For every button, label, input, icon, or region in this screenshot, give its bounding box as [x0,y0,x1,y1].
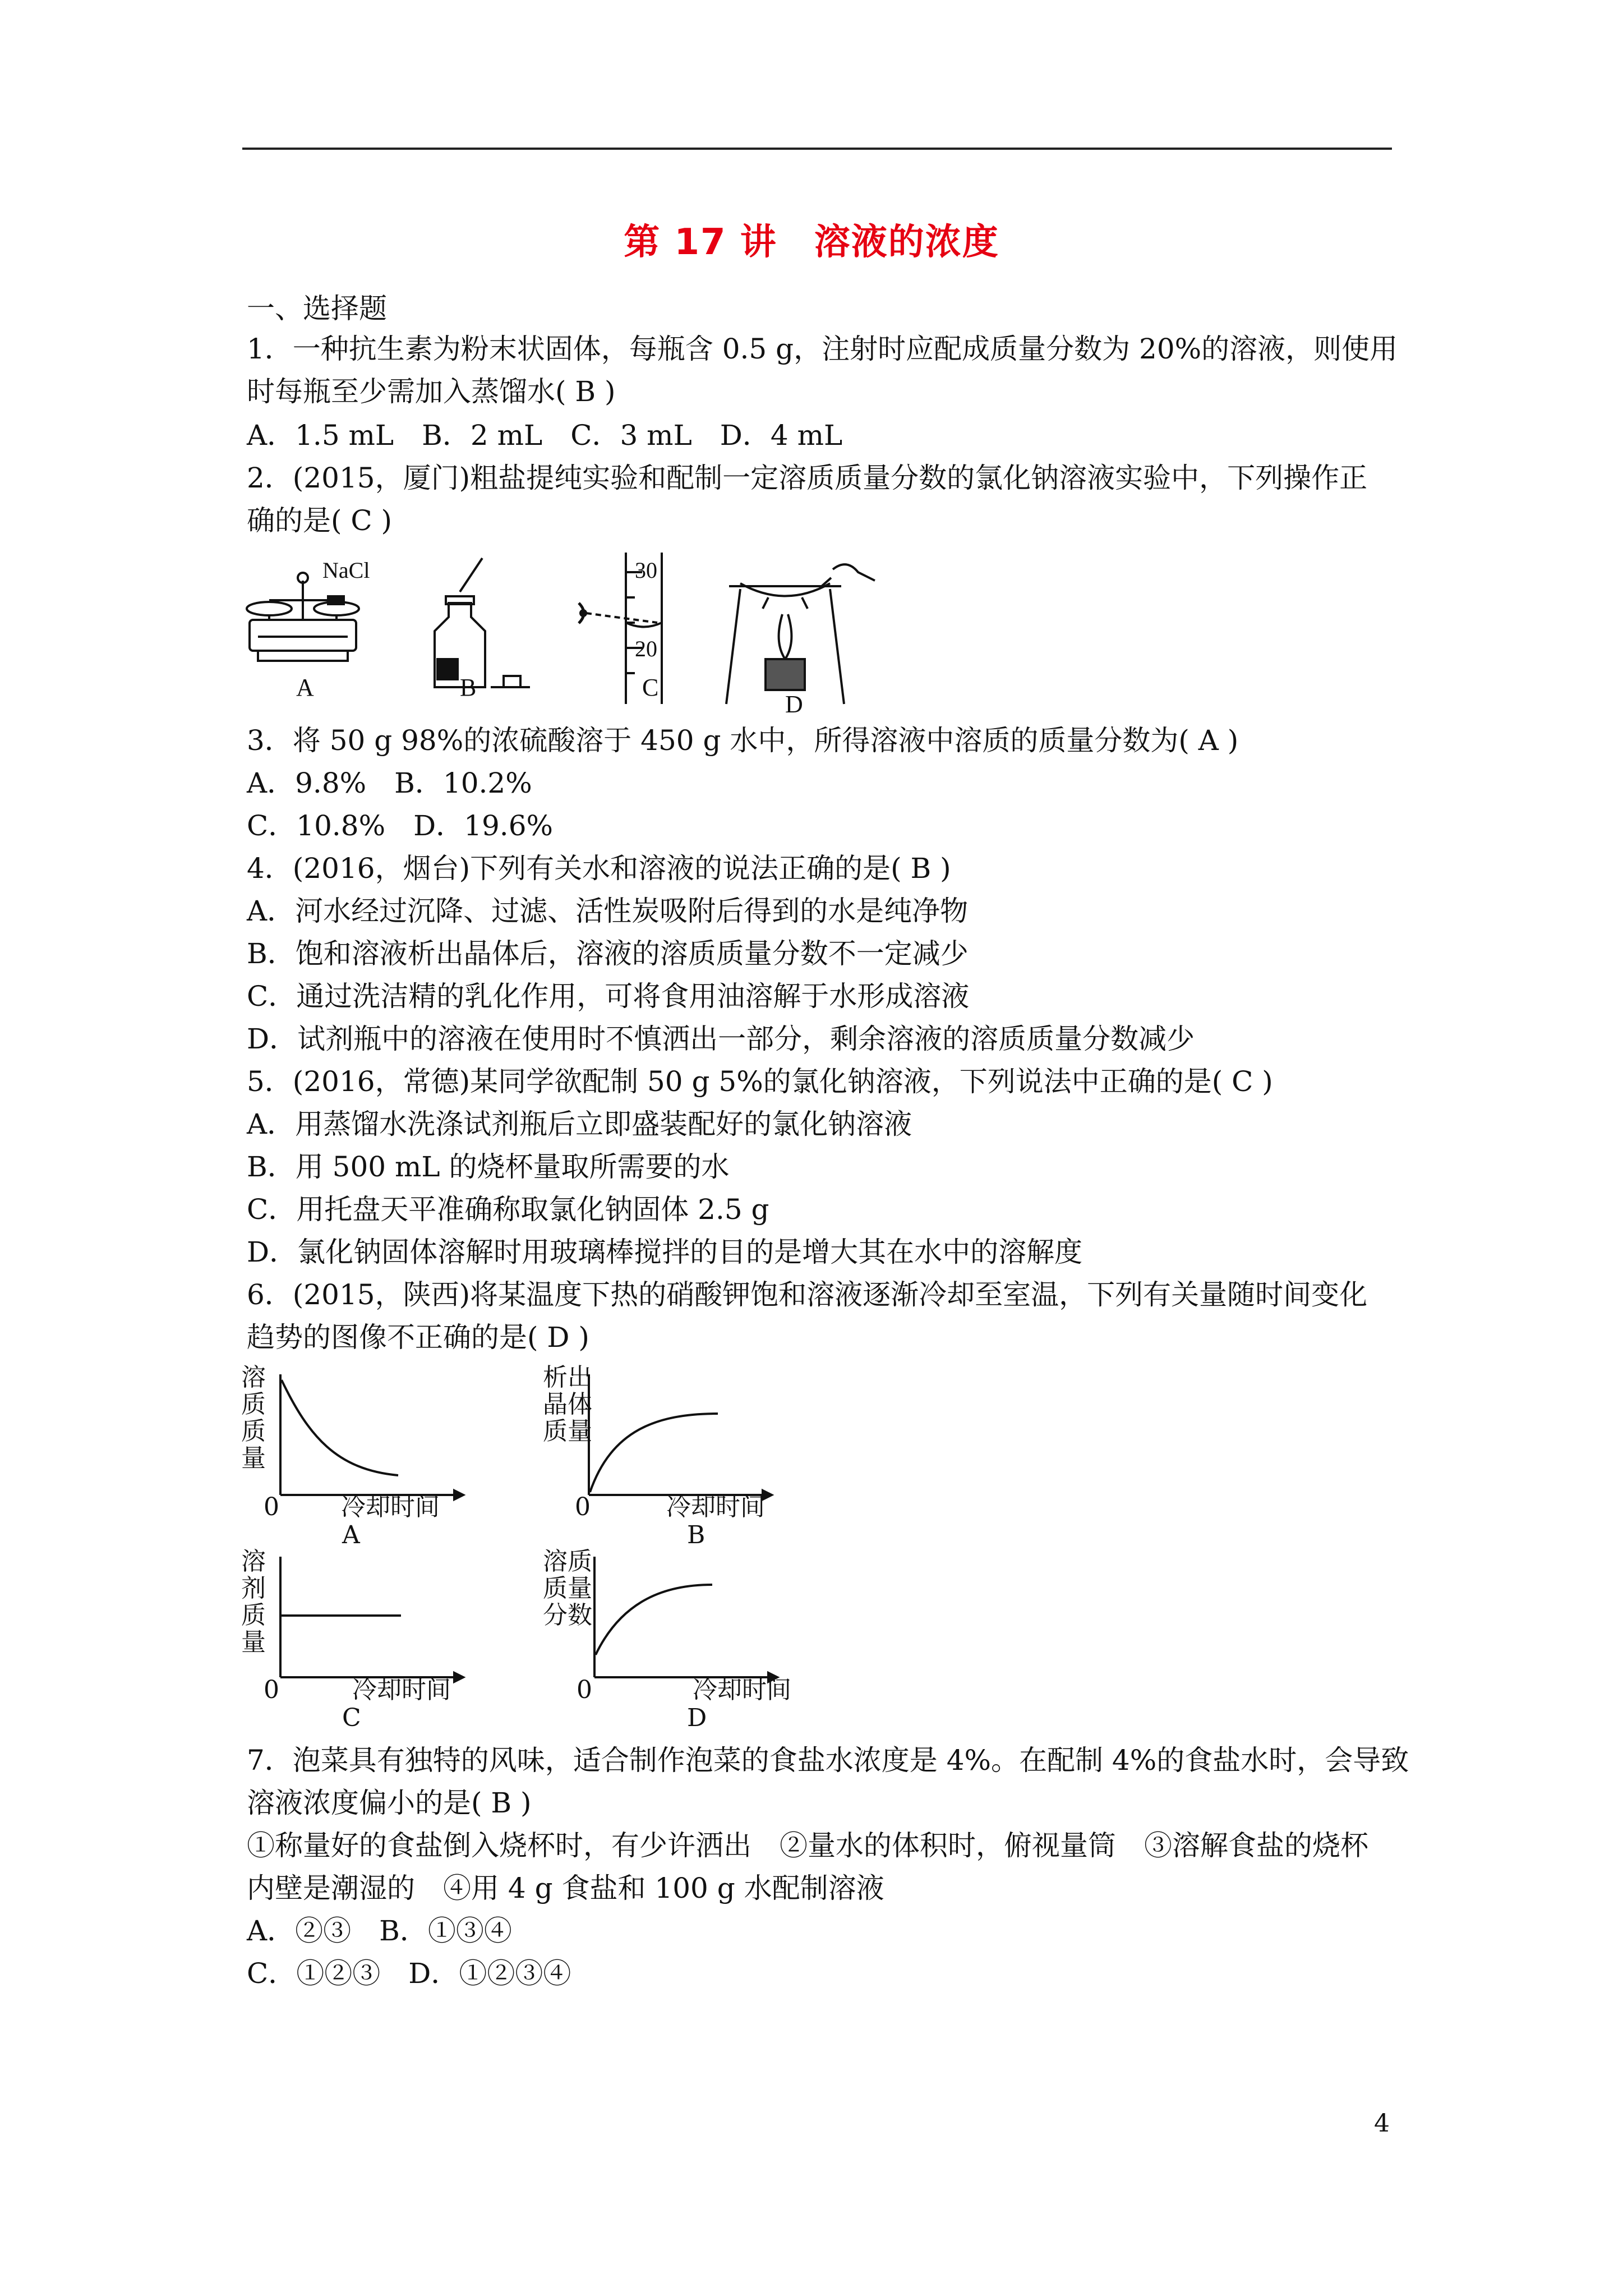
cylinder-tick-20: 20 [635,636,657,661]
q2-stem-line2: 确的是( C ) [247,504,393,537]
q5-option-b: B．用 500 mL 的烧杯量取所需要的水 [247,1151,730,1183]
graph-a-label: A [342,1521,360,1549]
q3-stem: 3．将 50 g 98%的浓硫酸溶于 450 g 水中，所得溶液中溶质的质量分数为( A ) [247,724,1239,757]
header-rule [242,148,1392,150]
cylinder-tick-30: 30 [635,558,657,583]
q1-stem-line1: 1．一种抗生素为粉末状固体，每瓶含 0.5 g，注射时应配成质量分数为 20%的溶液，则使用 [247,333,1398,365]
graph-c-xlabel: 冷却时间 [352,1676,451,1704]
q4-stem: 4．(2016，烟台)下列有关水和溶液的说法正确的是( B ) [247,852,951,885]
balance-drawing [247,573,359,661]
q2-stem-line1: 2．(2015，厦门)粗盐提纯实验和配制一定溶质质量分数的氯化钠溶液实验中，下列操作正 [247,462,1368,494]
page-number: 4 [1374,2109,1390,2138]
q7-items-line2: 内壁是潮湿的 ④用 4 g 食盐和 100 g 水配制溶液 [247,1872,884,1904]
graph-b-xlabel: 冷却时间 [666,1493,765,1521]
graph-d [594,1557,777,1682]
graph-b-origin: 0 [575,1493,591,1521]
graph-c-ylabel: 溶剂质量 [241,1547,266,1657]
graph-a-ylabel: 溶质质量 [241,1363,266,1473]
q1-options: A．1.5 mL B．2 mL C．3 mL D．4 mL [247,419,843,452]
q3-options-1: A．9.8% B．10.2% [247,767,532,799]
q7-stem-line2: 溶液浓度偏小的是( B ) [247,1787,532,1819]
q2-apparatus-figure [236,547,886,715]
q5-option-c: C．用托盘天平准确称取氯化钠固体 2.5 g [247,1193,769,1226]
q7-stem-line1: 7．泡菜具有独特的风味，适合制作泡菜的食盐水浓度是 4%。在配制 4%的食盐水时，会导致 [247,1744,1409,1777]
graph-d-xlabel: 冷却时间 [693,1676,791,1704]
q7-options-1: A．②③ B．①③④ [247,1915,512,1947]
evaporation-setup-drawing [726,564,875,704]
q5-option-a: A．用蒸馏水洗涤试剂瓶后立即盛装配好的氯化钠溶液 [247,1108,912,1140]
q7-items-line1: ①称量好的食盐倒入烧杯时，有少许洒出 ②量水的体积时，俯视量筒 ③溶解食盐的烧杯 [247,1829,1368,1862]
section-heading: 一、选择题 [247,292,387,325]
q5-stem: 5．(2016，常德)某同学欲配制 50 g 5%的氯化钠溶液，下列说法中正确的是( C ) [247,1065,1273,1098]
q7-options-2: C．①②③ D．①②③④ [247,1957,571,1990]
graph-d-ylabel: 溶质质量分数 [543,1547,592,1630]
q6-stem-line1: 6．(2015，陕西)将某温度下热的硝酸钾饱和溶液逐渐冷却至室温，下列有关量随时间变化 [247,1278,1368,1311]
q4-option-d: D．试剂瓶中的溶液在使用时不慎洒出一部分，剩余溶液的溶质质量分数减少 [247,1023,1195,1055]
q5-option-d: D．氯化钠固体溶解时用玻璃棒搅拌的目的是增大其在水中的溶解度 [247,1236,1083,1268]
graph-c [280,1557,463,1682]
q2-label-c: C [642,674,659,701]
graph-b [589,1374,772,1499]
q3-options-2: C．10.8% D．19.6% [247,809,554,842]
q4-option-a: A．河水经过沉降、过滤、活性炭吸附后得到的水是纯净物 [247,895,969,927]
q6-stem-line2: 趋势的图像不正确的是( D ) [247,1321,589,1354]
q1-stem-line2: 时每瓶至少需加入蒸馏水( B ) [247,375,616,408]
graph-a-origin: 0 [264,1493,279,1521]
page-title: 第 17 讲 溶液的浓度 [624,222,999,263]
reagent-bottle-drawing [435,558,530,687]
graph-c-label: C [342,1704,361,1732]
graph-c-origin: 0 [264,1676,279,1704]
graph-a [280,1374,463,1499]
graph-b-label: B [687,1521,706,1549]
q4-option-b: B．饱和溶液析出晶体后，溶液的溶质质量分数不一定减少 [247,937,969,970]
graph-d-origin: 0 [577,1676,592,1704]
q6-graphs-figure [241,1363,830,1732]
q2-label-d: D [785,691,803,715]
nacl-label: NaCl [322,558,370,583]
graph-d-label: D [687,1704,707,1732]
graph-a-xlabel: 冷却时间 [341,1493,440,1521]
q4-option-c: C．通过洗洁精的乳化作用，可将食用油溶解于水形成溶液 [247,980,970,1013]
graph-b-ylabel: 析出晶体质量 [543,1363,592,1446]
q2-label-a: A [296,674,314,701]
q2-label-b: B [460,674,477,701]
